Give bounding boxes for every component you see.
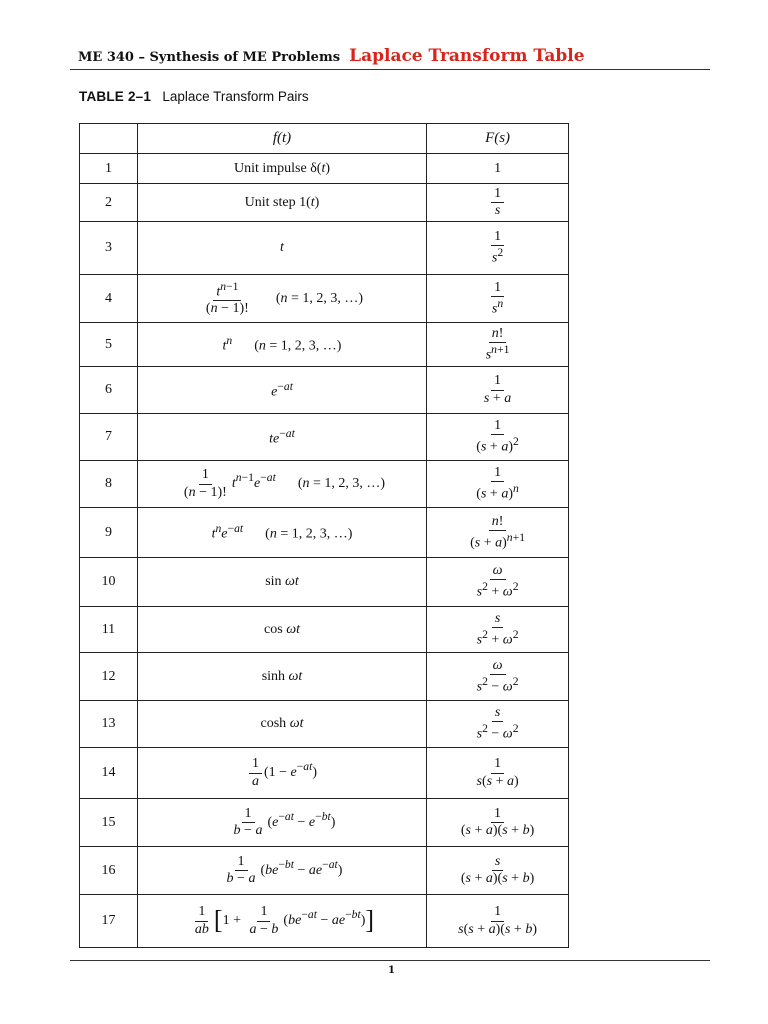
laplace-transform: $\frac{1}{s}$ bbox=[427, 184, 569, 222]
page-number: 1 bbox=[388, 965, 395, 976]
row-number: 12 bbox=[80, 653, 138, 701]
laplace-transform: $\frac{1}{s(s + a)}$ bbox=[427, 748, 569, 799]
row-number: 8 bbox=[80, 461, 138, 508]
table-row bbox=[80, 701, 569, 748]
laplace-transform: $\frac{1}{s + a}$ bbox=[427, 367, 569, 414]
time-function: t bbox=[137, 222, 426, 275]
time-function: $\frac{1}{(n - 1)!}$ $t^{n-1}e^{-at}$ (n = 1, 2, 3, …) bbox=[137, 461, 426, 508]
table-row bbox=[80, 222, 569, 275]
table-header-row bbox=[80, 124, 569, 154]
laplace-transform: 1 bbox=[427, 154, 569, 184]
row-number: 2 bbox=[80, 184, 138, 222]
time-function: $\frac{1}{a}$ $(1 - e^{-at})$ bbox=[137, 748, 426, 799]
time-function: $t^n$ (n = 1, 2, 3, …) bbox=[137, 323, 426, 367]
footer-rule bbox=[70, 960, 710, 961]
time-function: cosh ωt bbox=[137, 701, 426, 748]
laplace-transform: $\frac{1}{(s + a)^2}$ bbox=[427, 414, 569, 461]
row-number: 5 bbox=[80, 323, 138, 367]
laplace-transform: $\frac{n!}{(s + a)^{n+1}}$ bbox=[427, 508, 569, 558]
time-function: $\frac{1}{b - a}$ $(be^{-bt} - ae^{-at})$ bbox=[137, 847, 426, 895]
row-number: 4 bbox=[80, 275, 138, 323]
laplace-transform: $\frac{1}{s^n}$ bbox=[427, 275, 569, 323]
time-function: $\frac{1}{b - a}$ $(e^{-at} - e^{-bt})$ bbox=[137, 799, 426, 847]
row-number: 15 bbox=[80, 799, 138, 847]
table-row bbox=[80, 653, 569, 701]
row-number: 16 bbox=[80, 847, 138, 895]
laplace-transform: $\frac{\omega}{s^2 + \omega^2}$ bbox=[427, 558, 569, 607]
table-row bbox=[80, 748, 569, 799]
laplace-transform: $\frac{s}{s^2 - \omega^2}$ bbox=[427, 701, 569, 748]
laplace-transform: $\frac{1}{(s + a)(s + b)}$ bbox=[427, 799, 569, 847]
row-number: 3 bbox=[80, 222, 138, 275]
laplace-transform: $\frac{1}{s^2}$ bbox=[427, 222, 569, 275]
table-row bbox=[80, 607, 569, 653]
page-header bbox=[78, 46, 585, 66]
laplace-table bbox=[79, 123, 569, 948]
row-number: 10 bbox=[80, 558, 138, 607]
table-caption-text: Laplace Transform Pairs bbox=[162, 89, 309, 104]
time-function: cos ωt bbox=[137, 607, 426, 653]
row-number: 17 bbox=[80, 895, 138, 948]
table-row bbox=[80, 508, 569, 558]
header-ft: f(t) bbox=[137, 124, 426, 154]
table-row bbox=[80, 847, 569, 895]
table-row bbox=[80, 367, 569, 414]
course-title: ME 340 – Synthesis of ME Problems bbox=[78, 50, 341, 65]
time-function: $te^{-at}$ bbox=[137, 414, 426, 461]
table-row bbox=[80, 895, 569, 948]
table-row bbox=[80, 323, 569, 367]
table-caption bbox=[79, 89, 309, 104]
time-function: $t^ne^{-at}$ (n = 1, 2, 3, …) bbox=[137, 508, 426, 558]
document-title: Laplace Transform Table bbox=[349, 46, 585, 66]
time-function: $e^{-at}$ bbox=[137, 367, 426, 414]
row-number: 6 bbox=[80, 367, 138, 414]
time-function: sin ωt bbox=[137, 558, 426, 607]
table-row bbox=[80, 275, 569, 323]
laplace-transform: $\frac{n!}{s^{n+1}}$ bbox=[427, 323, 569, 367]
row-number: 1 bbox=[80, 154, 138, 184]
laplace-transform: $\frac{\omega}{s^2 - \omega^2}$ bbox=[427, 653, 569, 701]
laplace-transform: $\frac{1}{s(s + a)(s + b)}$ bbox=[427, 895, 569, 948]
laplace-transform: $\frac{1}{(s + a)^n}$ bbox=[427, 461, 569, 508]
row-number: 11 bbox=[80, 607, 138, 653]
table-row bbox=[80, 799, 569, 847]
row-number: 7 bbox=[80, 414, 138, 461]
time-function: $\frac{t^{n-1}}{(n - 1)!}$ (n = 1, 2, 3, …) bbox=[137, 275, 426, 323]
time-function: Unit step 1(t) bbox=[137, 184, 426, 222]
time-function: sinh ωt bbox=[137, 653, 426, 701]
row-number: 9 bbox=[80, 508, 138, 558]
row-number: 13 bbox=[80, 701, 138, 748]
table-row bbox=[80, 414, 569, 461]
header-number bbox=[80, 124, 138, 154]
table-row bbox=[80, 461, 569, 508]
table-row bbox=[80, 558, 569, 607]
header-Fs: F(s) bbox=[427, 124, 569, 154]
time-function: Unit impulse δ(t) bbox=[137, 154, 426, 184]
table-caption-label: TABLE 2–1 bbox=[79, 89, 152, 104]
time-function: $\frac{1}{ab}$ [1 + $\frac{1}{a - b}$ $(be^{-at} - ae^{-bt})$] bbox=[137, 895, 426, 948]
table-row bbox=[80, 184, 569, 222]
laplace-transform: $\frac{s}{s^2 + \omega^2}$ bbox=[427, 607, 569, 653]
row-number: 14 bbox=[80, 748, 138, 799]
laplace-transform: $\frac{s}{(s + a)(s + b)}$ bbox=[427, 847, 569, 895]
header-rule bbox=[70, 69, 710, 70]
table-row bbox=[80, 154, 569, 184]
